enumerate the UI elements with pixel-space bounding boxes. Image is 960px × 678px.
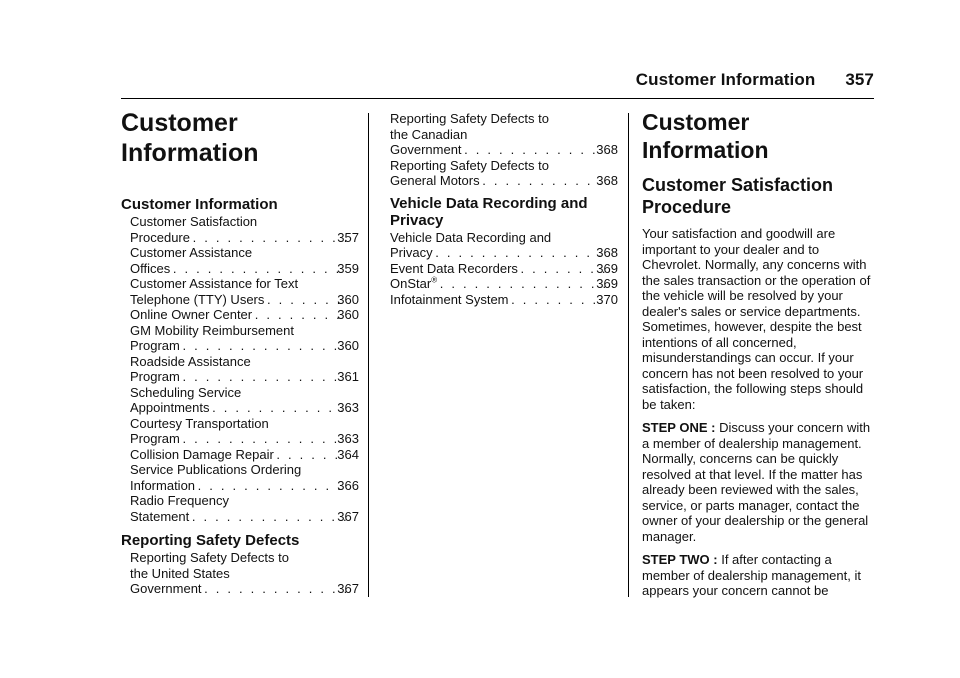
toc-entry-lastline — [130, 229, 359, 246]
running-head — [636, 70, 874, 90]
toc-leader-dots — [266, 292, 346, 308]
toc-leader-dots — [192, 230, 346, 246]
toc-leader-dots — [197, 478, 346, 494]
toc-entry-label-text: Collision Damage Repair — [130, 446, 274, 462]
toc-entry-lastline — [130, 291, 359, 308]
running-head-section: Customer Information — [635, 70, 816, 89]
toc-entry[interactable] — [130, 323, 359, 354]
toc-page-number: 368 — [596, 173, 618, 188]
toc-entry-label — [130, 477, 196, 494]
toc-entry-lastline — [130, 508, 359, 525]
toc-entry[interactable] — [130, 493, 359, 524]
toc-entry-label — [130, 229, 190, 246]
toc-entry-label-text: OnStar — [390, 276, 432, 291]
toc-entry-label — [390, 260, 518, 277]
toc-entry-lastline — [390, 291, 618, 308]
toc-page-number: 364 — [337, 446, 359, 462]
toc-leader-dots — [212, 400, 347, 416]
toc-leader-dots — [182, 338, 346, 354]
toc-entry[interactable] — [390, 276, 618, 292]
toc-leader-dots — [435, 245, 606, 261]
toc-entry[interactable] — [130, 462, 359, 493]
toc-entry[interactable] — [390, 292, 618, 308]
toc-entry-lastline — [390, 245, 618, 261]
toc-entry-line: Customer Satisfaction — [130, 214, 258, 229]
toc-leader-dots — [520, 261, 605, 277]
toc-page-number: 366 — [337, 477, 359, 493]
toc-page-number: 367 — [337, 508, 359, 524]
toc-entry-label — [130, 338, 180, 354]
toc-page-number: 360 — [337, 291, 359, 307]
toc-entry-label-text: Online Owner Center — [130, 307, 253, 322]
chapter-title: Customer Information — [121, 109, 259, 167]
toc-group — [390, 195, 618, 308]
toc-column-2 — [390, 110, 618, 307]
body-column — [642, 108, 878, 607]
step-one-text: Discuss your concern with a member of dealership management. Normally, concerns can be quickly resolved at that level. If the matter has already been reviewed with the sales, service, or parts manager, contact the owner of your dealership or the general manager. — [642, 420, 871, 544]
subsection-title: Customer Satisfaction Procedure — [642, 175, 834, 217]
toc-entry-lastline — [130, 307, 359, 323]
toc-page-number: 369 — [596, 260, 618, 276]
toc-page-number: 368 — [596, 245, 618, 260]
toc-entry-label-text: General Motors — [390, 173, 480, 188]
toc-entry-label-text: Event Data Recorders — [390, 260, 518, 276]
toc-page-number: 363 — [337, 400, 359, 415]
toc-leader-dots — [182, 431, 346, 447]
toc-entry[interactable] — [390, 111, 618, 158]
toc-leader-dots — [191, 509, 346, 525]
toc-entry-list — [121, 550, 359, 597]
toc-entry-list — [121, 214, 359, 524]
toc-page-number: 357 — [337, 229, 359, 245]
toc-entry-label-text: Appointments — [130, 400, 210, 415]
toc-entry[interactable] — [130, 550, 359, 597]
toc-page-number: 360 — [337, 307, 359, 322]
toc-entry-line: the United States — [130, 565, 230, 581]
toc-page-number: 359 — [337, 260, 359, 276]
header-rule — [121, 98, 874, 99]
toc-group-continued — [390, 111, 618, 189]
toc-page-number: 368 — [596, 142, 618, 157]
column-divider — [368, 113, 369, 597]
toc-entry-lastline — [390, 173, 618, 189]
toc-entry-label — [130, 581, 202, 597]
toc-entry[interactable] — [130, 354, 359, 385]
toc-entry[interactable] — [390, 230, 618, 261]
toc-leader-dots — [464, 142, 606, 158]
toc-entry-lastline — [130, 400, 359, 416]
toc-entry-line: Reporting Safety Defects to — [390, 157, 549, 173]
toc-entry-line: Roadside Assistance — [130, 353, 251, 369]
step-one-paragraph — [642, 420, 878, 544]
registered-mark: ® — [431, 275, 438, 285]
toc-page-number: 370 — [596, 291, 618, 307]
toc-heading: Reporting Safety Defects — [121, 532, 300, 549]
toc-entry-lastline — [390, 275, 618, 292]
toc-entry-label — [130, 291, 265, 308]
toc-entry-line: Customer Assistance — [130, 245, 253, 260]
toc-entry[interactable] — [130, 245, 359, 276]
toc-entry-lastline — [130, 581, 359, 597]
toc-entry-label — [390, 173, 480, 189]
toc-entry-label-text: Offices — [130, 260, 171, 276]
toc-entry-label-text: Procedure — [130, 229, 190, 245]
toc-leader-dots — [276, 447, 347, 463]
step-two-text: If after contacting a member of dealership management, it appears your concern cannot be — [642, 552, 861, 598]
toc-leader-dots — [254, 307, 346, 323]
toc-entry-label-text: Program — [130, 431, 180, 446]
toc-leader-dots — [439, 276, 605, 292]
toc-entry-label-text: Government — [130, 581, 202, 596]
toc-entry-lastline — [130, 431, 359, 447]
step-two-label: STEP TWO : — [642, 552, 718, 567]
toc-entry-line: Reporting Safety Defects to — [130, 550, 289, 565]
page-number: 357 — [845, 70, 874, 89]
toc-entry-label — [130, 369, 180, 385]
toc-entry-line: Reporting Safety Defects to — [390, 111, 549, 126]
toc-entry-line: Radio Frequency — [130, 493, 229, 508]
toc-leader-dots — [182, 369, 346, 385]
step-two-paragraph — [642, 552, 878, 599]
toc-entry-label — [390, 291, 509, 308]
toc-entry-label — [390, 245, 433, 261]
toc-entry[interactable] — [390, 261, 618, 277]
toc-entry-label-text: Government — [390, 142, 462, 157]
toc-entry-label — [130, 260, 171, 277]
toc-entry-lastline — [130, 260, 359, 277]
toc-group — [121, 532, 359, 597]
toc-entry-lastline — [390, 260, 618, 277]
toc-leader-dots — [172, 261, 346, 277]
toc-entry-line: Customer Assistance for Text — [130, 276, 299, 291]
toc-entry[interactable] — [130, 214, 359, 245]
toc-entry-label — [130, 508, 190, 525]
toc-entry[interactable] — [390, 158, 618, 189]
toc-entry-label-text: Privacy — [390, 245, 433, 260]
toc-entry-label — [390, 142, 462, 158]
toc-entry-label-text: Program — [130, 369, 180, 384]
toc-column-1 — [121, 108, 359, 597]
toc-heading: Vehicle Data Recording and Privacy — [390, 194, 588, 229]
toc-entry-label-text: Program — [130, 338, 180, 353]
toc-page-number: 361 — [337, 369, 359, 384]
toc-entry[interactable] — [130, 416, 359, 447]
column-divider — [628, 113, 629, 597]
toc-leader-dots — [511, 292, 606, 308]
toc-entry-label — [390, 275, 438, 292]
toc-entry-label-text: Infotainment System — [390, 291, 509, 307]
toc-entry[interactable] — [130, 385, 359, 416]
toc-leader-dots — [204, 581, 347, 597]
toc-entry-label-text: Telephone (TTY) Users — [130, 291, 265, 307]
toc-leader-dots — [482, 173, 606, 189]
toc-entry-label — [130, 400, 210, 416]
toc-entry-label — [130, 446, 274, 463]
toc-entry[interactable] — [130, 447, 359, 463]
toc-entry-label — [130, 431, 180, 447]
intro-paragraph: Your satisfaction and goodwill are important to your dealer and to Chevrolet. Normally, any concerns with the sales transaction or the operation of the vehicle will be resolved by your dealer's sales or service departments. Sometimes, however, despite the best intentions of all concerned, misunderstandings can occur. If your concern has not been resolved to your satisfaction, the following steps should be taken: — [642, 226, 871, 412]
toc-page-number: 360 — [337, 338, 359, 353]
toc-entry-line: Scheduling Service — [130, 384, 242, 400]
step-one-label: STEP ONE : — [642, 420, 716, 435]
toc-entry-lastline — [130, 338, 359, 354]
toc-group — [121, 196, 359, 524]
toc-entry-line: Service Publications Ordering — [130, 462, 302, 477]
toc-entry-line: the Canadian — [390, 126, 468, 142]
toc-entry-lastline — [130, 477, 359, 494]
toc-entry-lastline — [130, 369, 359, 385]
section-title: Customer Information — [642, 109, 769, 163]
toc-entry-label — [130, 307, 253, 323]
toc-entry-line: GM Mobility Reimbursement — [130, 322, 294, 338]
toc-page-number: 367 — [337, 581, 359, 596]
toc-page-number: 369 — [596, 276, 618, 291]
toc-entry-lastline — [390, 142, 618, 158]
toc-entry-list — [390, 111, 618, 189]
toc-entry[interactable] — [130, 276, 359, 307]
toc-entry[interactable] — [130, 307, 359, 323]
toc-entry-line: Courtesy Transportation — [130, 415, 269, 431]
toc-entry-line: Vehicle Data Recording and — [390, 229, 552, 245]
toc-entry-lastline — [130, 446, 359, 463]
toc-entry-label-text: Information — [130, 477, 196, 493]
toc-heading: Customer Information — [121, 196, 278, 213]
toc-entry-list — [390, 230, 618, 308]
toc-page-number: 363 — [337, 431, 359, 446]
toc-entry-label-text: Statement — [130, 508, 190, 524]
